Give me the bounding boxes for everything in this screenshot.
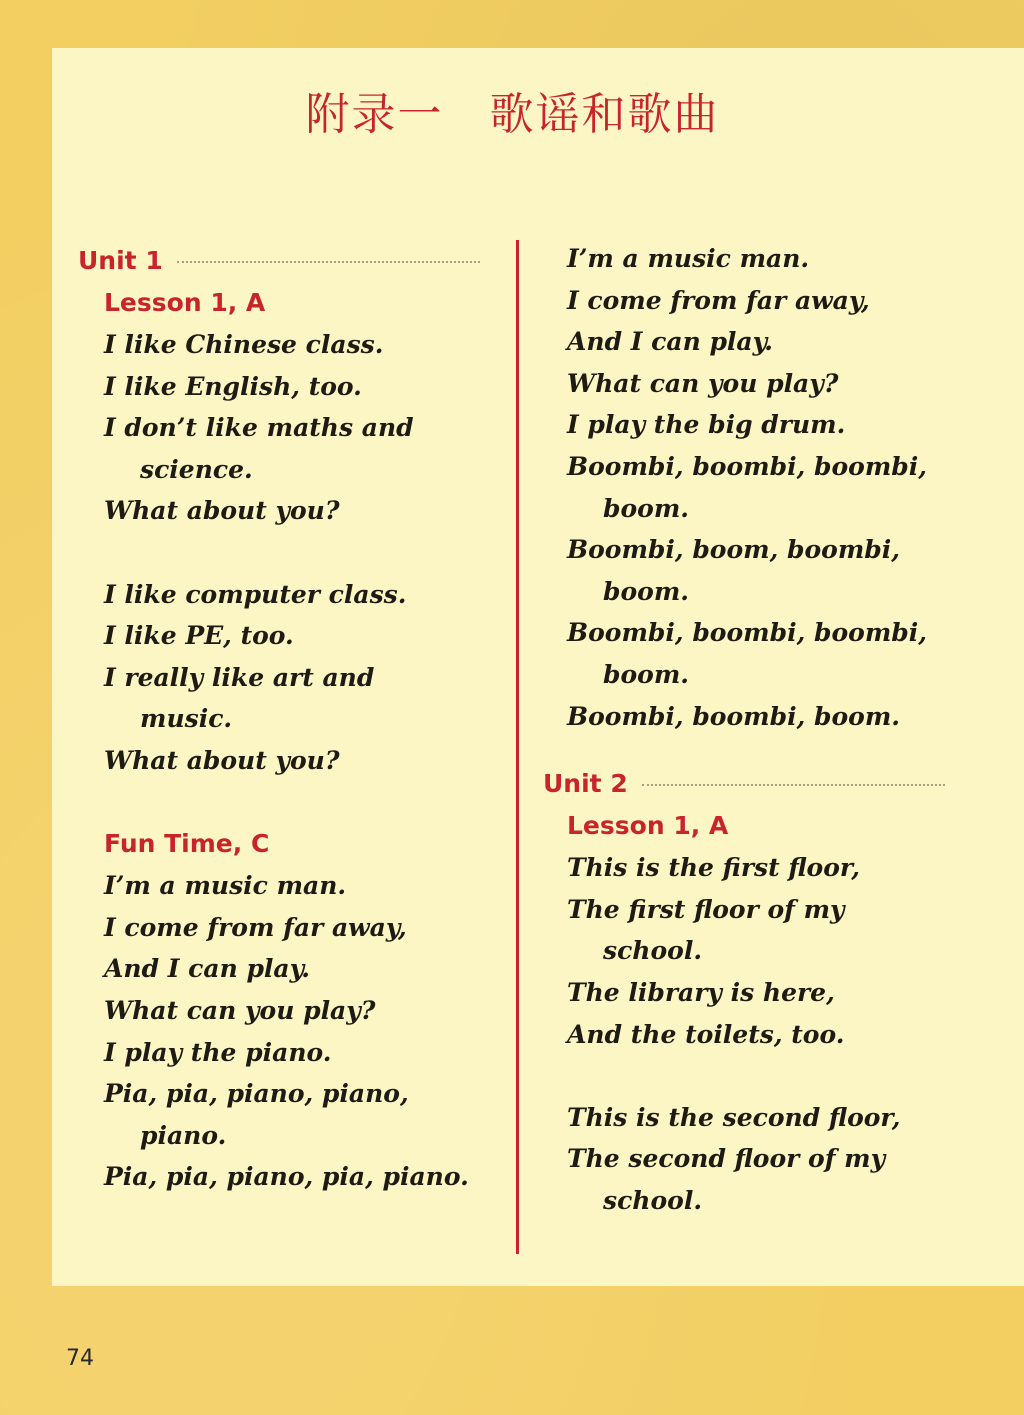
- left-column: [78, 238, 508, 1198]
- song-line: This is the second floor,: [567, 1102, 901, 1132]
- song-line: And the toilets, too.: [567, 1019, 845, 1049]
- lesson-heading: Fun Time, C: [104, 829, 270, 859]
- page-number: 74: [66, 1346, 94, 1371]
- song-line: And I can play.: [104, 954, 310, 984]
- lesson-heading: Lesson 1, A: [567, 811, 729, 841]
- section-gap: [543, 737, 973, 761]
- song-line: What can you play?: [567, 368, 839, 398]
- unit-heading: [78, 238, 508, 282]
- unit-heading: [543, 761, 973, 805]
- verse-gap: [543, 1055, 973, 1097]
- song-line: I play the piano.: [104, 1037, 332, 1067]
- song-line: This is the first floor,: [567, 853, 860, 883]
- song-line: Pia, pia, piano, pia, piano.: [104, 1162, 469, 1192]
- song-line: I like Chinese class.: [104, 330, 384, 359]
- song-line: Boombi, boombi, boombi,: [567, 451, 927, 481]
- song-line: The second floor of my: [567, 1144, 886, 1174]
- song-line: I come from far away,: [567, 285, 870, 315]
- unit-label: Unit 2: [543, 768, 628, 798]
- song-line: I like PE, too.: [104, 621, 294, 651]
- verse-gap: [78, 532, 508, 574]
- song-line-continuation: music.: [140, 704, 233, 734]
- right-column: [543, 238, 973, 1221]
- song-line: I like English, too.: [104, 371, 362, 401]
- song-line: I play the big drum.: [567, 410, 846, 440]
- song-line: What can you play?: [104, 995, 376, 1025]
- song-line: The library is here,: [567, 977, 835, 1007]
- lesson-heading: Lesson 1, A: [104, 288, 266, 317]
- unit-label: Unit 1: [78, 245, 163, 275]
- dotted-rule: [177, 261, 480, 263]
- song-line: I come from far away,: [104, 912, 407, 942]
- page-title: 附录一 歌谣和歌曲: [305, 89, 720, 140]
- song-line: I like computer class.: [104, 579, 407, 609]
- song-line: And I can play.: [567, 327, 773, 357]
- song-line-continuation: school.: [603, 1185, 703, 1215]
- song-line-continuation: science.: [140, 454, 253, 484]
- song-line: I’m a music man.: [104, 871, 347, 901]
- song-line-continuation: boom.: [603, 576, 689, 606]
- song-line: I’m a music man.: [567, 244, 810, 273]
- column-divider: [516, 240, 519, 1254]
- song-line-continuation: school.: [603, 936, 703, 966]
- song-line: Boombi, boom, boombi,: [567, 535, 900, 565]
- dotted-rule: [642, 784, 945, 786]
- song-line: I really like art and: [104, 662, 375, 692]
- song-line: What about you?: [104, 496, 340, 526]
- song-line: What about you?: [104, 745, 340, 775]
- song-line-continuation: boom.: [603, 659, 689, 689]
- song-line-continuation: piano.: [140, 1120, 227, 1150]
- song-line: Boombi, boombi, boom.: [567, 701, 900, 731]
- song-line: The first floor of my: [567, 894, 845, 924]
- song-line: Boombi, boombi, boombi,: [567, 618, 927, 648]
- song-line-continuation: boom.: [603, 493, 689, 523]
- song-line: I don’t like maths and: [104, 413, 414, 443]
- verse-gap: [78, 782, 508, 824]
- song-line: Pia, pia, piano, piano,: [104, 1079, 409, 1109]
